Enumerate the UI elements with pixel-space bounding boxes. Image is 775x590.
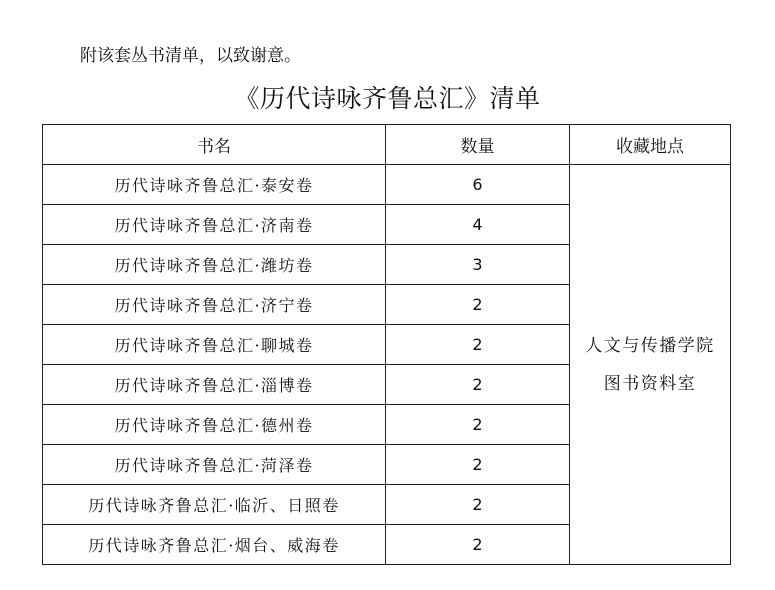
book-name-cell: 历代诗咏齐鲁总汇·临沂、日照卷 <box>43 485 386 525</box>
book-name-cell: 历代诗咏齐鲁总汇·济南卷 <box>43 205 386 245</box>
quantity-cell: 2 <box>386 445 570 485</box>
book-list-table <box>42 124 731 565</box>
header-quantity: 数量 <box>386 125 570 165</box>
book-name-cell: 历代诗咏齐鲁总汇·泰安卷 <box>43 165 386 205</box>
quantity-cell: 2 <box>386 365 570 405</box>
header-book-name: 书名 <box>43 125 386 165</box>
quantity-cell: 4 <box>386 205 570 245</box>
location-line-1: 人文与传播学院 <box>585 335 715 356</box>
location-line-2: 图书资料室 <box>603 373 697 394</box>
quantity-cell: 2 <box>386 525 570 565</box>
book-name-cell: 历代诗咏齐鲁总汇·济宁卷 <box>43 285 386 325</box>
quantity-cell: 3 <box>386 245 570 285</box>
quantity-cell: 6 <box>386 165 570 205</box>
quantity-cell: 2 <box>386 405 570 445</box>
header-location: 收藏地点 <box>570 125 731 165</box>
table-header-row <box>43 125 731 165</box>
table-row <box>43 165 731 205</box>
book-name-cell: 历代诗咏齐鲁总汇·菏泽卷 <box>43 445 386 485</box>
book-name-cell: 历代诗咏齐鲁总汇·潍坊卷 <box>43 245 386 285</box>
book-name-cell: 历代诗咏齐鲁总汇·烟台、威海卷 <box>43 525 386 565</box>
intro-text: 附该套丛书清单，以致谢意。 <box>80 46 301 66</box>
quantity-cell: 2 <box>386 325 570 365</box>
book-name-cell: 历代诗咏齐鲁总汇·淄博卷 <box>43 365 386 405</box>
book-name-cell: 历代诗咏齐鲁总汇·德州卷 <box>43 405 386 445</box>
book-name-cell: 历代诗咏齐鲁总汇·聊城卷 <box>43 325 386 365</box>
document-title: 《历代诗咏齐鲁总汇》清单 <box>234 84 541 113</box>
location-cell <box>570 165 731 565</box>
quantity-cell: 2 <box>386 485 570 525</box>
quantity-cell: 2 <box>386 285 570 325</box>
